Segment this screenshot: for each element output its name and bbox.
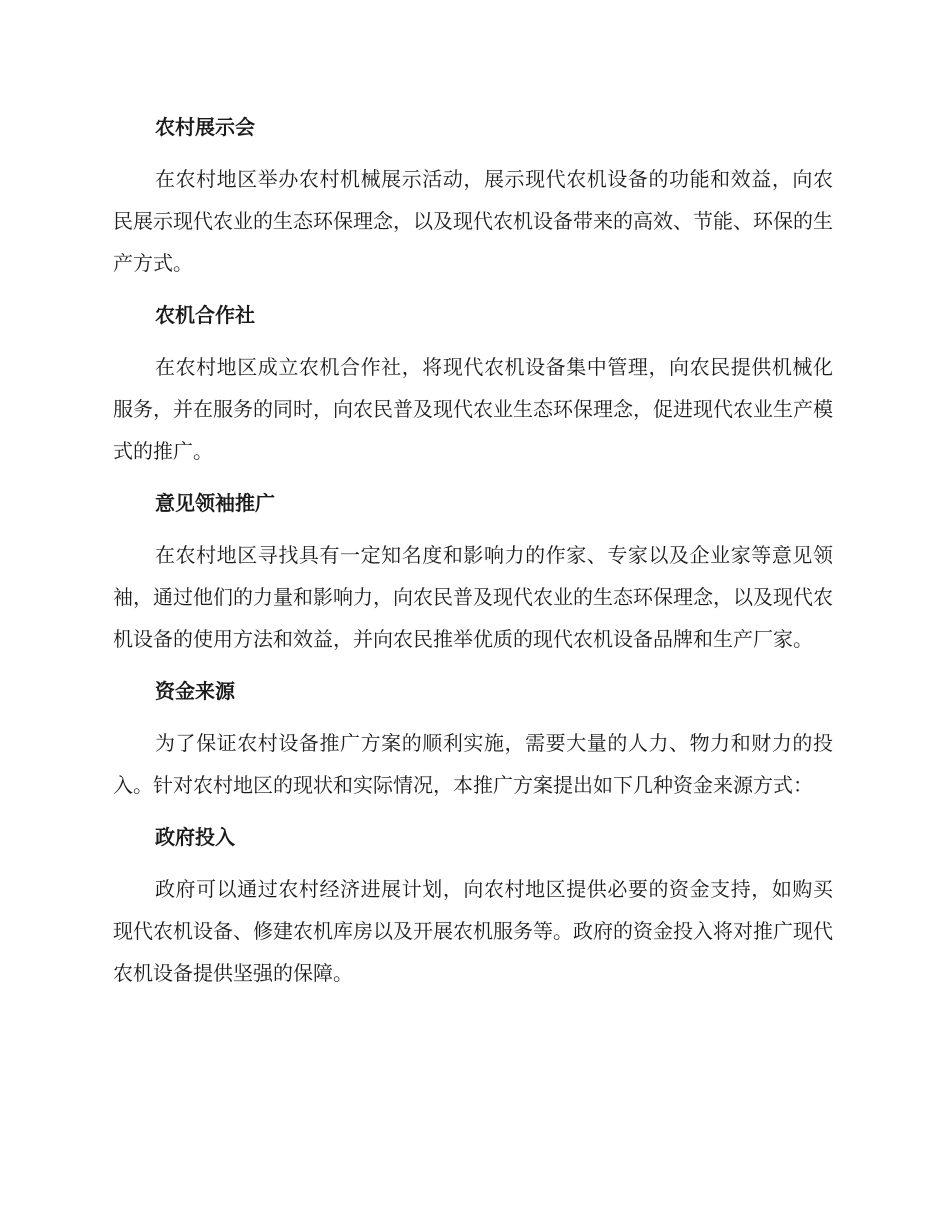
section-heading: 政府投入 [155,825,235,849]
section-funding-sources [113,670,833,806]
section-heading: 农机合作社 [155,303,255,327]
section-paragraph: 政府可以通过农村经济进展计划，向农村地区提供必要的资金支持，如购买现代农机设备、修建农机库房以及开展农机服务等。政府的资金投入将对推广现代农机设备提供坚强的保障。 [113,877,833,985]
section-government-investment [113,816,833,994]
section-paragraph: 在农村地区举办农村机械展示活动，展示现代农机设备的功能和效益，向农民展示现代农业的生态环保理念，以及现代农机设备带来的高效、节能、环保的生产方式。 [113,167,833,275]
section-machinery-cooperative [113,294,833,472]
section-heading: 资金来源 [155,679,235,703]
section-paragraph: 为了保证农村设备推广方案的顺利实施，需要大量的人力、物力和财力的投入。针对农村地区的现状和实际情况，本推广方案提出如下几种资金来源方式： [113,731,833,797]
section-rural-exhibition [113,106,833,284]
section-heading: 意见领袖推广 [155,491,275,515]
document-page [113,106,833,1004]
section-paragraph: 在农村地区寻找具有一定知名度和影响力的作家、专家以及企业家等意见领袖，通过他们的力量和影响力，向农民普及现代农业的生态环保理念，以及现代农机设备的使用方法和效益，并向农民推举优质的现代农机设备品牌和生产厂家。 [113,543,833,651]
section-opinion-leaders [113,482,833,660]
section-paragraph: 在农村地区成立农机合作社，将现代农机设备集中管理，向农民提供机械化服务，并在服务的同时，向农民普及现代农业生态环保理念，促进现代农业生产模式的推广。 [113,355,833,463]
section-heading: 农村展示会 [155,115,255,139]
